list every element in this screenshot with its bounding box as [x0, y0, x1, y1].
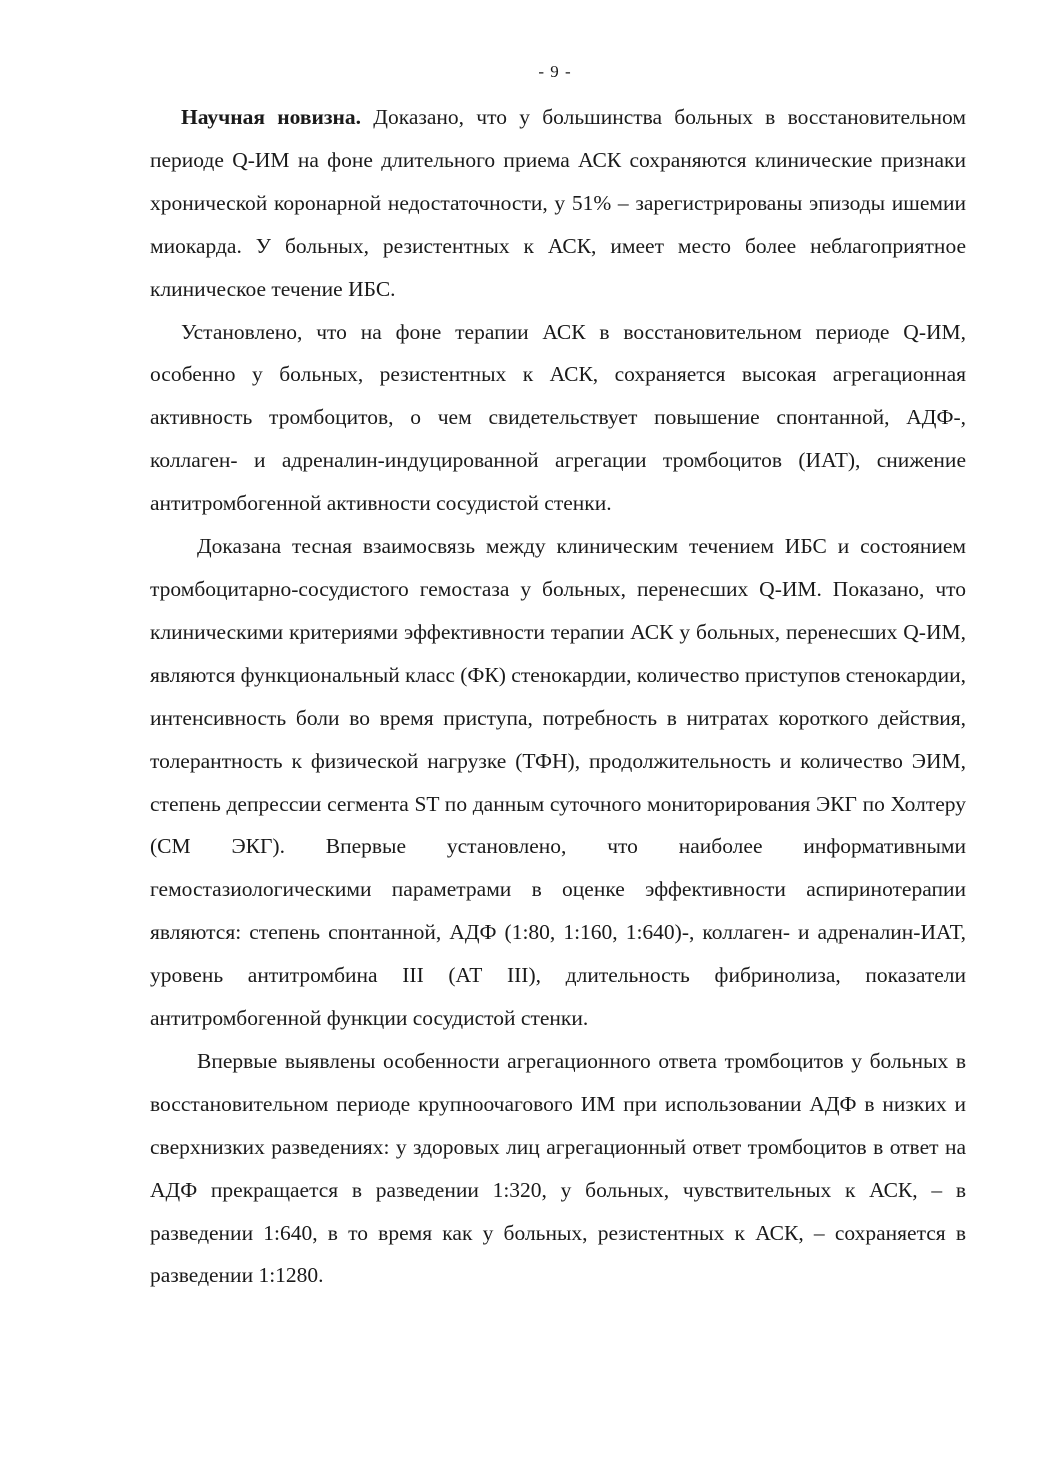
paragraph-text: Доказано, что у большинства больных в восстановительном периоде Q-ИМ на фоне длительного приема АСК сохраняются клинические признаки хронической коронарной недостаточности, у 51% – зарегистрированы эпизоды ишемии миокарда. У больных, резистентных к АСК, имеет место более неблагоприятное клиническое течение ИБС.	[150, 105, 967, 301]
paragraph-first-revealed: Впервые выявлены особенности агрегационного ответа тромбоцитов у больных в восстановительном периоде крупноочагового ИМ при использовании АДФ в низких и сверхнизких разведениях: у здоровых лиц агрегационный ответ тромбоцитов в ответ на АДФ прекращается в разведении 1:320, у больных, чувствительных к АСК, – в разведении 1:640, в то время как у больных, резистентных к АСК, – сохраняется в разведении 1:1280.	[150, 1048, 966, 1288]
page-number: - 9 -	[538, 62, 572, 81]
document-body	[150, 96, 966, 1297]
section-heading: Научная новизна.	[181, 105, 362, 129]
paragraph-scientific-novelty	[150, 96, 966, 311]
paragraph-established: Установлено, что на фоне терапии АСК в восстановительном периоде Q-ИМ, особенно у больных, резистентных к АСК, сохраняется высокая агрегационная активность тромбоцитов, о чем свидетельствует повышение спонтанной, АДФ-, коллаген- и адреналин-индуцированной агрегации тромбоцитов (ИАТ), снижение антитромбогенной активности сосудистой стенки.	[150, 319, 966, 516]
paragraph-proven: Доказана тесная взаимосвязь между клиническим течением ИБС и состоянием тромбоцитарно-сосудистого гемостаза у больных, перенесших Q-ИМ. Показано, что клиническими критериями эффективности терапии АСК у больных, перенесших Q-ИМ, являются функциональный класс (ФК) стенокардии, количество приступов стенокардии, интенсивность боли во время приступа, потребность в нитратах короткого действия, толерантность к физической нагрузке (ТФН), продолжительность и количество ЭИМ, степень депрессии сегмента ST по данным суточного мониторирования ЭКГ по Холтеру (СМ ЭКГ). Впервые установлено, что наиболее информативными гемостазиологическими параметрами в оценке эффективности аспиринотерапии являются: степень спонтанной, АДФ (1:80, 1:160, 1:640)-, коллаген- и адреналин-ИАТ, уровень антитромбина III (АТ III), длительность фибринолиза, показатели антитромбогенной функции сосудистой стенки.	[150, 534, 967, 1031]
